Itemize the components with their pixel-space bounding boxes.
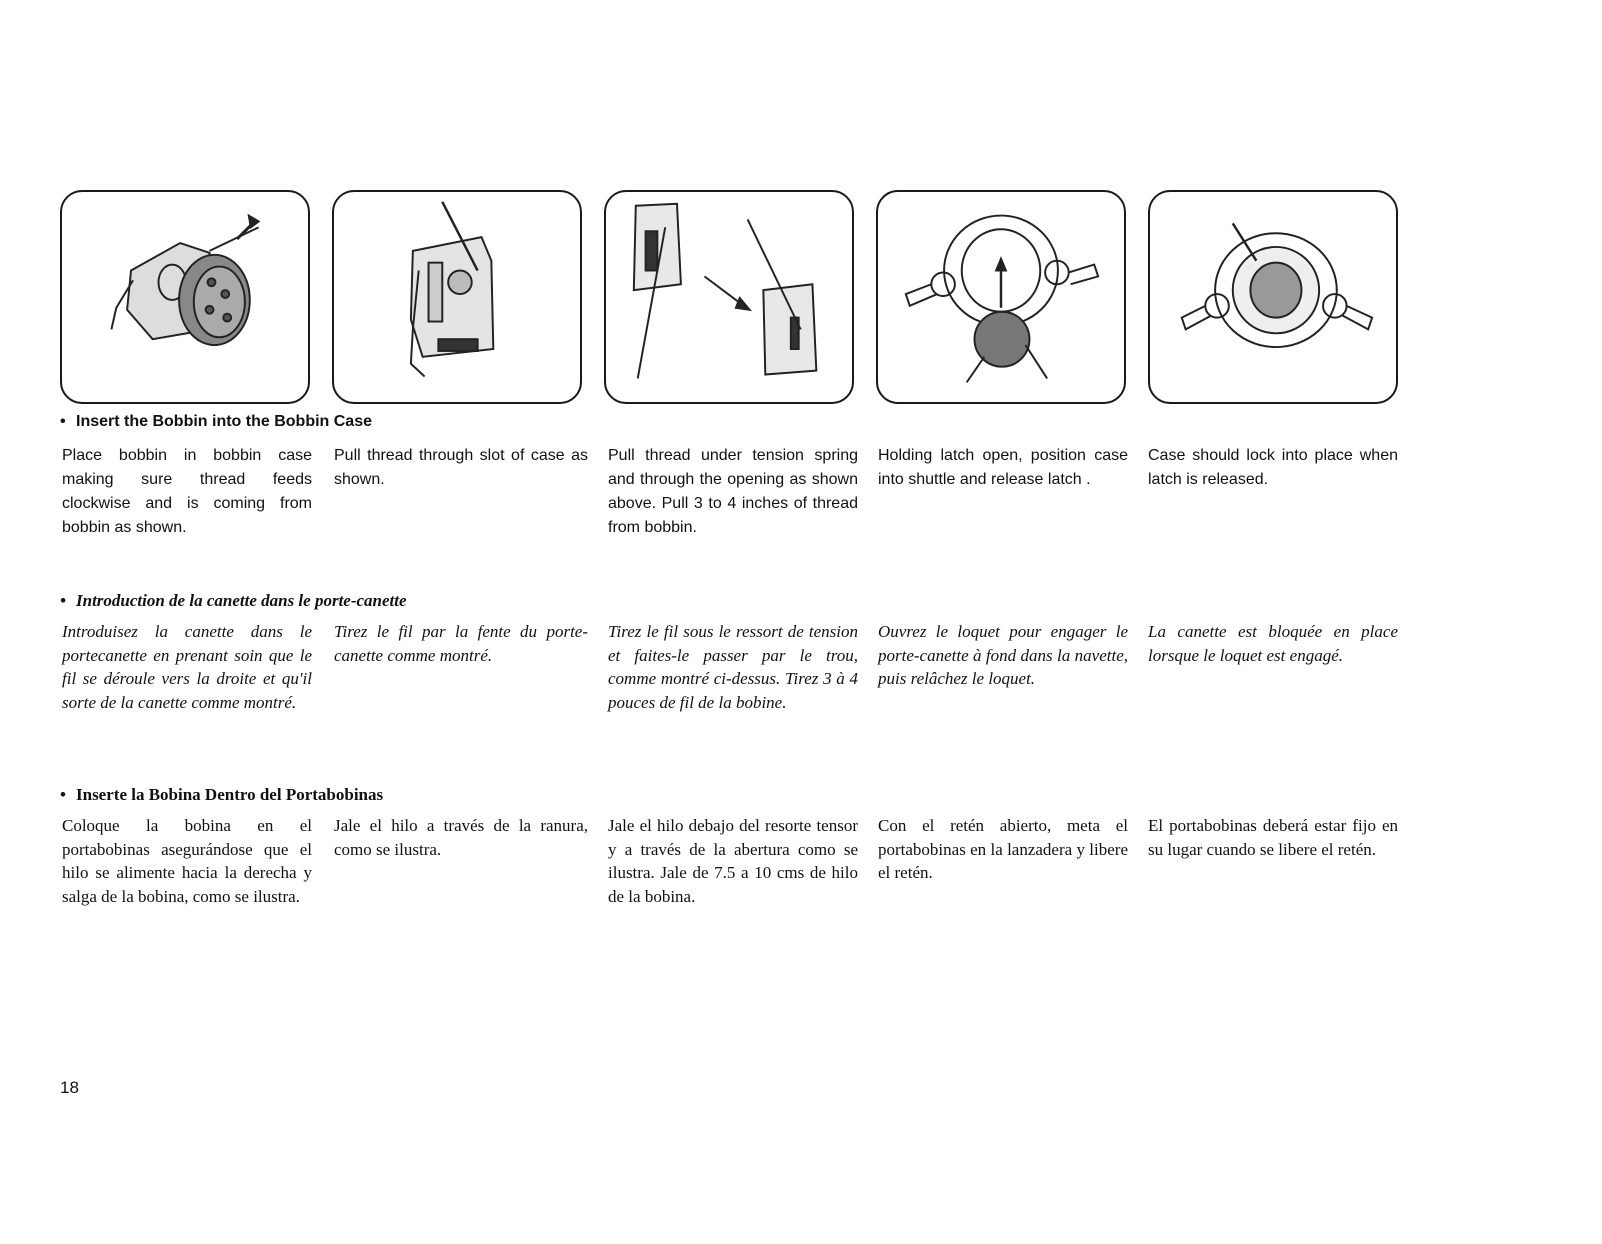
es-step-1: Coloque la bobina en el portabobinas asegurándose que el hilo se alimente hacia la derecha y salga de la bobina, como se ilustra. (62, 816, 312, 906)
case-locked-drawing (1150, 192, 1396, 402)
illustration-insert-bobbin (60, 190, 310, 404)
en-step-3: Pull thread under tension spring and through the opening as shown above. Pull 3 to 4 inches of thread from bobbin. (608, 447, 858, 536)
fr-step-3: Tirez le fil sous le ressort de tension et faites-le passer par le trou, comme montré ci-dessus. Tirez 3 à 4 pouces de fil de la bobine. (608, 622, 858, 712)
illustration-pull-through-slot (332, 190, 582, 404)
fr-step-5: La canette est bloquée en place lorsque le loquet est engagé. (1148, 622, 1398, 665)
page-number: 18 (60, 1078, 79, 1097)
illustration-position-case (876, 190, 1126, 404)
heading-text: Inserte la Bobina Dentro del Portabobinas (76, 785, 384, 804)
fr-step-2: Tirez le fil par la fente du porte-canette comme montré. (334, 622, 588, 665)
case-into-shuttle-drawing (878, 192, 1124, 402)
heading-bullet: • (60, 413, 66, 430)
en-step-1: Place bobbin in bobbin case making sure thread feeds clockwise and is coming from bobbin as shown. (62, 447, 312, 536)
heading-spanish (60, 785, 383, 805)
fr-step-1: Introduisez la canette dans le portecanette en prenant soin que le fil se déroule vers la droite et qu'il sorte de la canette comme montré. (62, 622, 312, 712)
heading-bullet: • (60, 785, 66, 804)
heading-french (60, 591, 407, 611)
es-step-4: Con el retén abierto, meta el portabobinas en la lanzadera y libere el retén. (878, 816, 1128, 882)
es-step-3: Jale el hilo debajo del resorte tensor y a través de la abertura como se ilustra. Jale de 7.5 a 10 cms de hilo de la bobina. (608, 816, 858, 906)
en-step-4: Holding latch open, position case into shuttle and release latch . (878, 447, 1128, 488)
heading-bullet: • (60, 591, 66, 610)
heading-english (60, 413, 372, 431)
en-step-5: Case should lock into place when latch is released. (1148, 447, 1398, 488)
es-step-2: Jale el hilo a través de la ranura, como se ilustra. (334, 816, 588, 859)
illustration-tension-spring (604, 190, 854, 404)
thread-through-slot-drawing (334, 192, 580, 402)
heading-text: Insert the Bobbin into the Bobbin Case (76, 413, 372, 430)
heading-text: Introduction de la canette dans le porte-canette (76, 591, 407, 610)
es-step-5: El portabobinas deberá estar fijo en su lugar cuando se libere el retén. (1148, 816, 1398, 859)
fr-step-4: Ouvrez le loquet pour engager le porte-canette à fond dans la navette, puis relâchez le loquet. (878, 622, 1128, 688)
en-step-2: Pull thread through slot of case as shown. (334, 447, 588, 488)
tension-spring-drawing (606, 192, 852, 402)
illustration-case-locked (1148, 190, 1398, 404)
bobbin-into-case-drawing (62, 192, 308, 402)
